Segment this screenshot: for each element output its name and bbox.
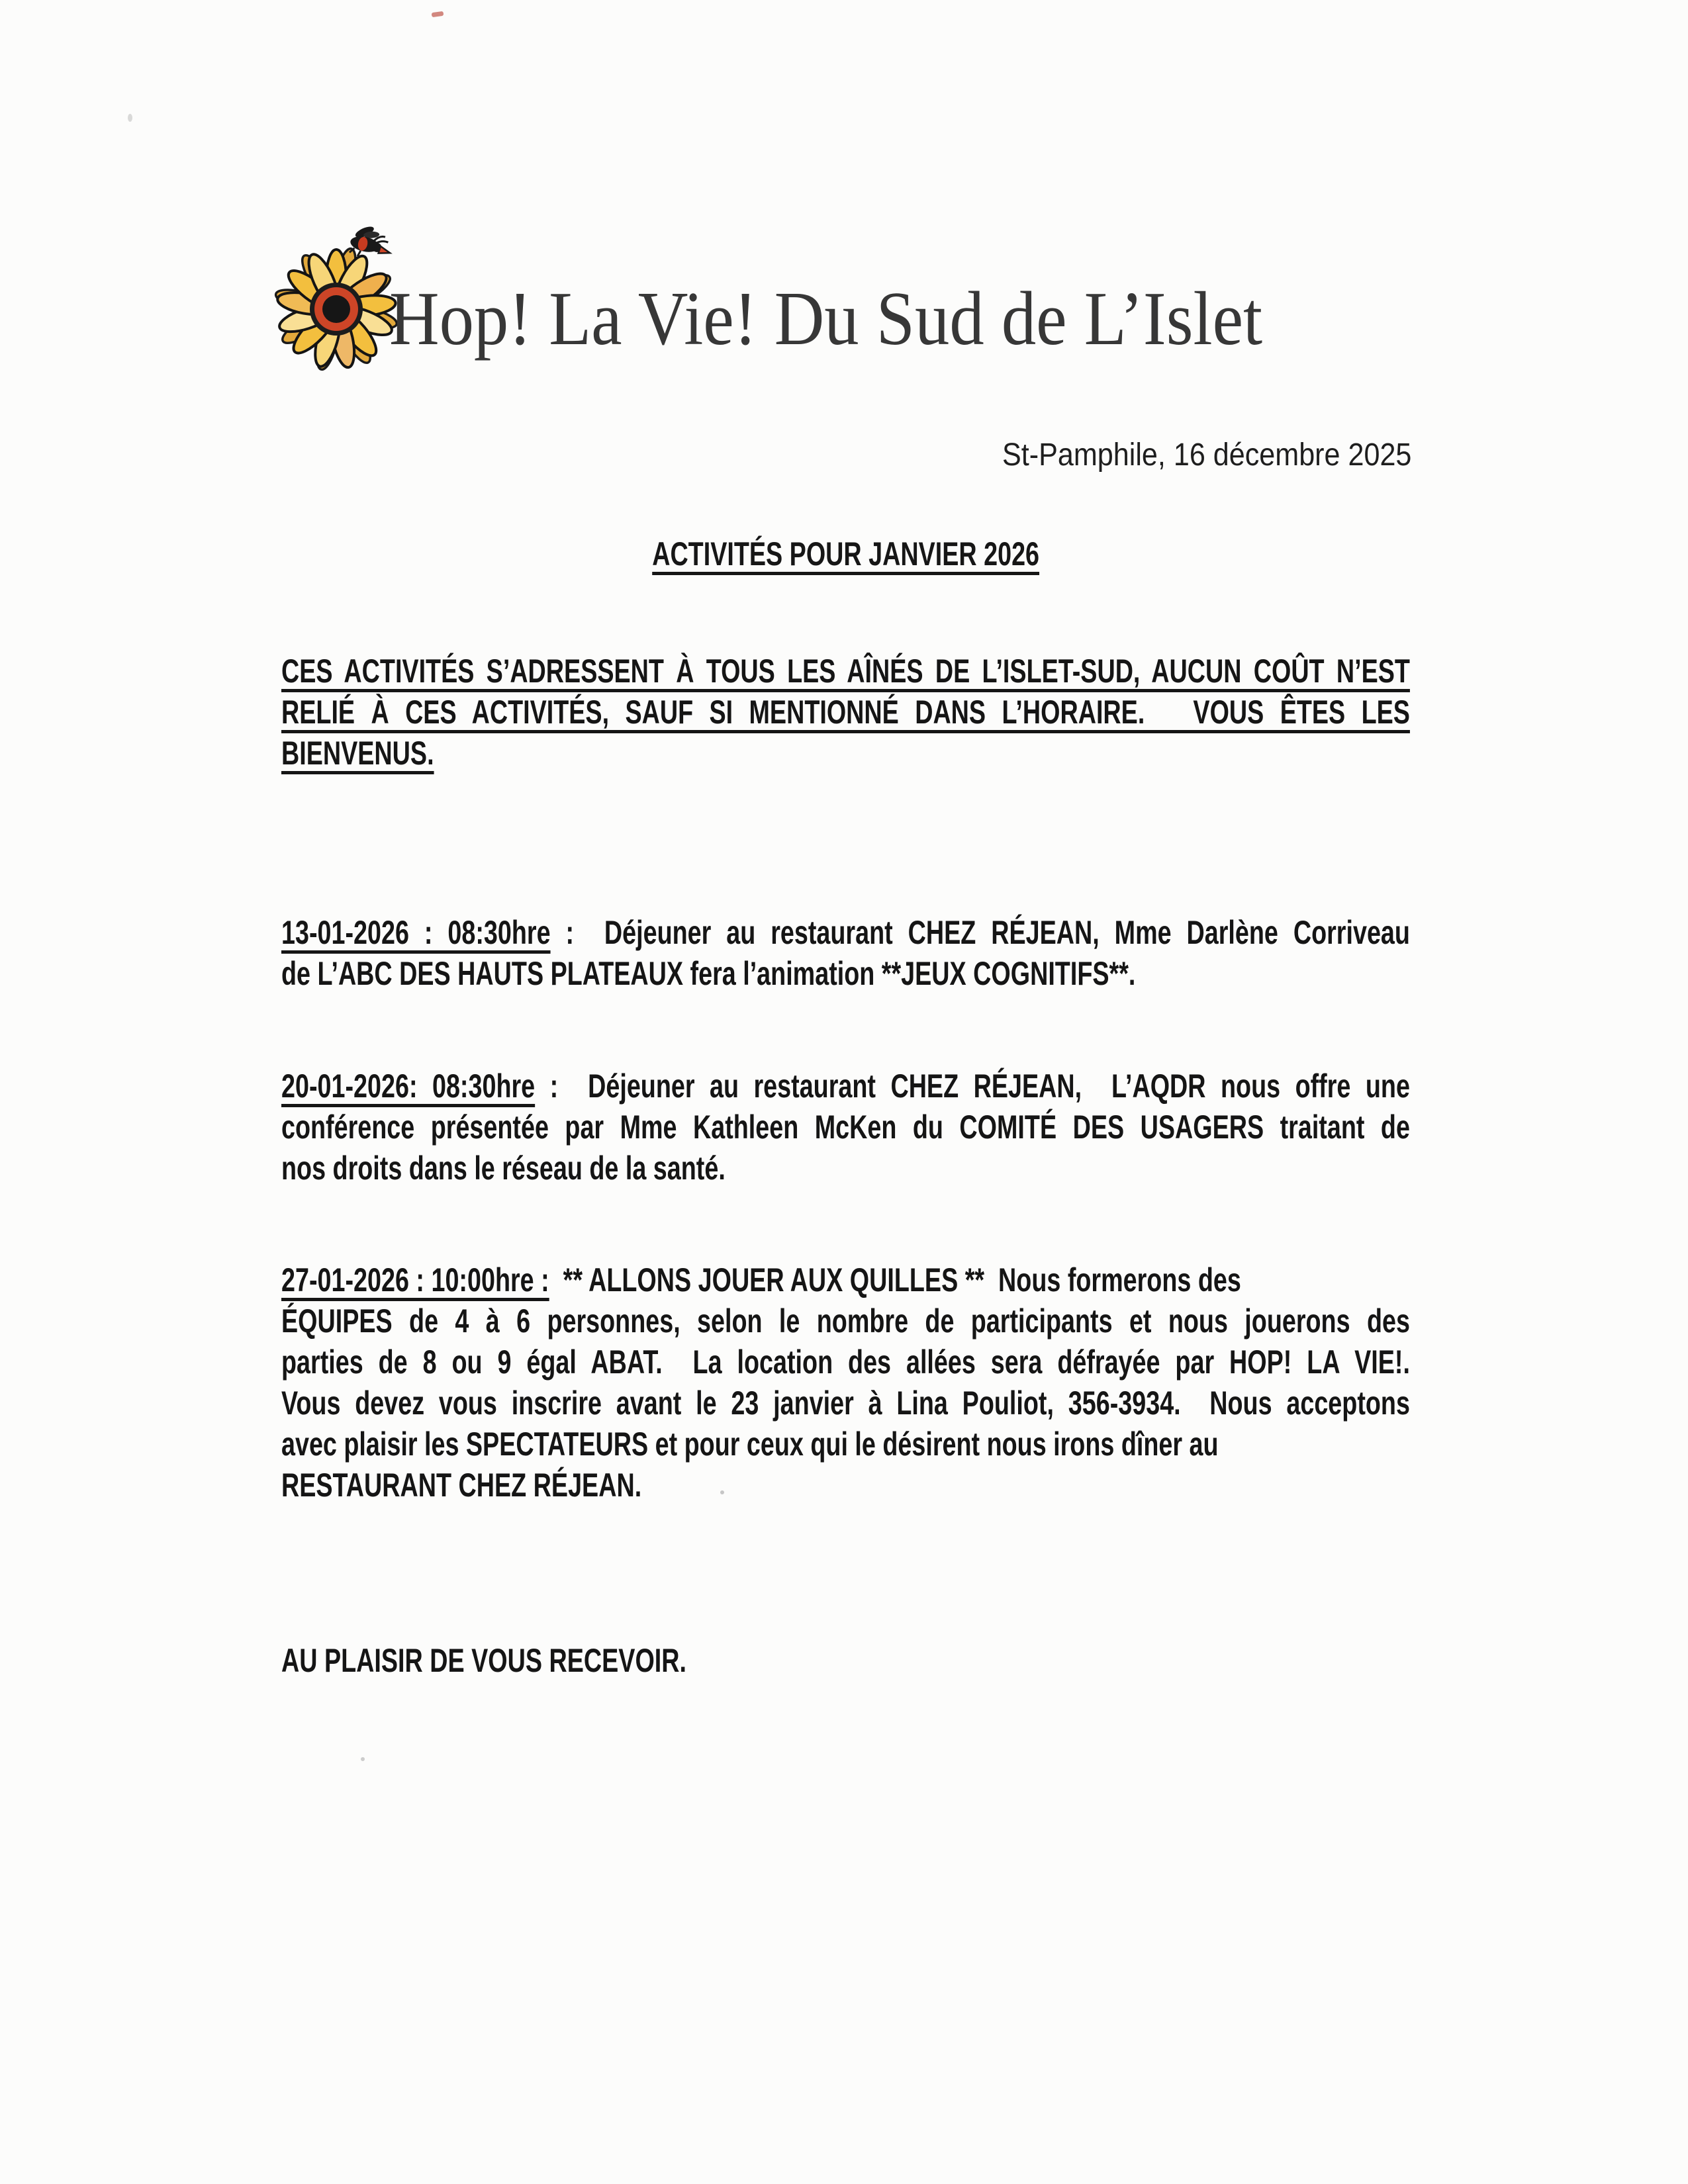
dateline-text: St-Pamphile, 16 décembre 2025 xyxy=(1002,437,1411,473)
text-line xyxy=(281,1424,1410,1465)
sunflower-icon xyxy=(274,247,399,372)
text-line xyxy=(281,1148,1410,1189)
text-segment: ** ALLONS JOUER AUX QUILLES ** Nous formerons des xyxy=(549,1261,1241,1298)
underlined-date-header: 20-01-2026: 08:30hre xyxy=(281,1068,536,1105)
underlined-date-header: 27-01-2026 : 10:00hre : xyxy=(281,1261,549,1298)
activity-entry-2 xyxy=(281,1066,1688,1189)
text-segment: parties de 8 ou 9 égal ABAT. La location des allées sera défrayée par HOP! LA VIE!. xyxy=(281,1343,1410,1381)
underlined-date-header: CES ACTIVITÉS S’ADRESSENT À TOUS LES AÎNÉS DE L’ISLET-SUD, AUCUN COÛT N’EST xyxy=(281,653,1410,690)
text-line xyxy=(281,1107,1410,1148)
scan-speck xyxy=(128,114,132,122)
closing-line xyxy=(281,1640,1688,1681)
text-line xyxy=(281,953,1410,994)
text-line xyxy=(281,1465,1410,1506)
text-segment: de L’ABC DES HAUTS PLATEAUX fera l’animation **JEUX COGNITIFS**. xyxy=(281,955,1136,992)
text-line xyxy=(281,1342,1410,1383)
text-segment: conférence présentée par Mme Kathleen McKen du COMITÉ DES USAGERS traitant de xyxy=(281,1109,1410,1146)
text-segment: : Déjeuner au restaurant CHEZ RÉJEAN, Mme Darlène Corriveau xyxy=(550,914,1410,951)
text-line xyxy=(281,692,1410,733)
text-segment: ÉQUIPES de 4 à 6 personnes, selon le nombre de participants et nous jouerons des xyxy=(281,1302,1410,1340)
heading-text: ACTIVITÉS POUR JANVIER 2026 xyxy=(652,535,1039,572)
text-line xyxy=(281,733,1410,774)
text-segment: Vous devez vous inscrire avant le 23 janvier à Lina Pouliot, 356-3934. Nous acceptons xyxy=(281,1385,1410,1422)
activity-entry-1 xyxy=(281,912,1688,994)
text-line xyxy=(281,1259,1410,1300)
document-heading xyxy=(281,533,1410,574)
underlined-date-header: RELIÉ À CES ACTIVITÉS, SAUF SI MENTIONNÉ DANS L’HORAIRE. VOUS ÊTES LES xyxy=(281,694,1410,731)
activity-entry-3 xyxy=(281,1259,1688,1506)
text-segment: : Déjeuner au restaurant CHEZ RÉJEAN, L’AQDR nous offre une xyxy=(535,1068,1410,1105)
text-line xyxy=(281,651,1410,692)
text-segment: avec plaisir les SPECTATEURS et pour ceux qui le désirent nous irons dîner au xyxy=(281,1426,1219,1463)
scan-speck xyxy=(361,1757,365,1761)
dateline xyxy=(956,437,1411,474)
text-line xyxy=(281,912,1410,953)
text-segment: nos droits dans le réseau de la santé. xyxy=(281,1150,726,1187)
text-line xyxy=(281,1300,1410,1342)
text-line xyxy=(281,1383,1410,1424)
text-segment: AU PLAISIR DE VOUS RECEVOIR. xyxy=(281,1642,686,1679)
intro-paragraph xyxy=(281,651,1688,774)
scan-speck xyxy=(432,11,444,17)
text-line xyxy=(281,1640,1410,1681)
text-line xyxy=(281,1066,1410,1107)
underlined-date-header: BIENVENUS. xyxy=(281,735,434,772)
organization-title: Hop! La Vie! Du Sud de L’Islet xyxy=(389,277,1263,361)
text-segment: RESTAURANT CHEZ RÉJEAN. xyxy=(281,1467,642,1504)
underlined-date-header: 13-01-2026 : 08:30hre xyxy=(281,914,551,951)
